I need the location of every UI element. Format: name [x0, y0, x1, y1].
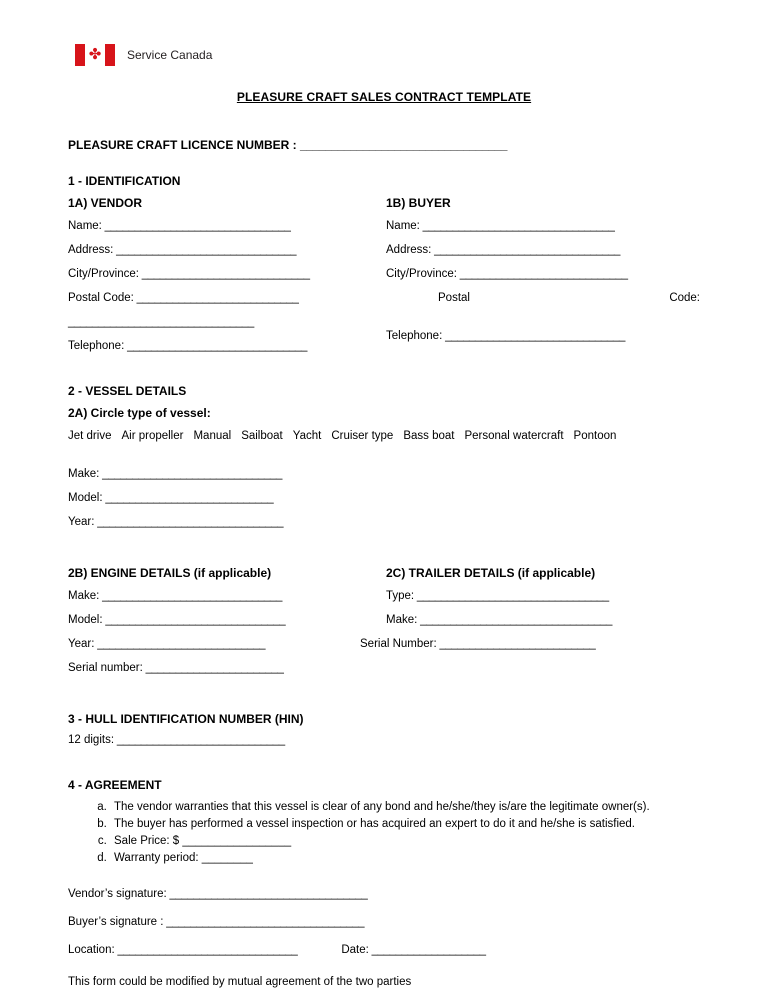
vendor-signature-label: Vendor’s signature:: [68, 888, 167, 900]
vessel-type-option[interactable]: Yacht: [292, 430, 322, 442]
vendor-telephone-rule[interactable]: ______________________________: [124, 340, 307, 352]
vessel-year-field: [68, 516, 700, 528]
section-gap-1: [68, 364, 700, 384]
hin-digits-field: [68, 734, 700, 746]
engine-model-rule[interactable]: ______________________________: [102, 614, 286, 626]
buyer-telephone-rule[interactable]: ______________________________: [442, 330, 625, 342]
buyer-address-rule[interactable]: _______________________________: [431, 244, 621, 256]
buyer-name-field: [386, 220, 700, 232]
engine-heading: 2B) ENGINE DETAILS (if applicable): [68, 566, 272, 580]
buyer-column: [386, 196, 700, 364]
engine-serial-rule[interactable]: _______________________: [142, 662, 284, 674]
licence-number-field: [68, 138, 700, 152]
engine-serial-field: [68, 662, 386, 674]
trailer-heading: 2C) TRAILER DETAILS (if applicable): [386, 566, 596, 580]
vendor-postal-field: [68, 292, 386, 304]
vendor-telephone-field: [68, 340, 386, 352]
vessel-type-option[interactable]: Air propeller: [121, 430, 184, 442]
list-item[interactable]: c. Sale Price: $ _________________: [110, 834, 700, 849]
list-item: a. The vendor warranties that this vessel is clear of any bond and he/she/they is/are the legitimate owner(s).: [110, 800, 700, 815]
section-2-heading: 2 - VESSEL DETAILS: [68, 384, 187, 398]
maple-leaf-icon: ✤: [88, 46, 102, 63]
header-logo-row: [68, 38, 700, 72]
vendor-name-field: [68, 220, 386, 232]
location-date-row: [68, 944, 700, 956]
vendor-column: [68, 196, 386, 364]
buyer-signature-label: Buyer’s signature :: [68, 916, 164, 928]
vessel-type-option[interactable]: Cruiser type: [331, 430, 394, 442]
section-gap-2: [68, 540, 700, 566]
location-label: Location:: [68, 944, 115, 956]
agreement-list: [68, 800, 700, 866]
buyer-telephone-field: [386, 330, 700, 342]
engine-model-label: Model:: [68, 614, 103, 626]
trailer-serial-label: Serial Number:: [360, 638, 437, 650]
vessel-type-option[interactable]: Sailboat: [241, 430, 283, 442]
vendor-heading: 1A) VENDOR: [68, 196, 143, 210]
buyer-signature-field: [68, 916, 700, 928]
vendor-city-rule[interactable]: ____________________________: [138, 268, 310, 280]
trailer-serial-rule[interactable]: __________________________: [436, 638, 596, 650]
hin-digits-rule[interactable]: ____________________________: [114, 734, 285, 746]
vendor-city-field: [68, 268, 386, 280]
vessel-year-rule[interactable]: _______________________________: [94, 516, 284, 528]
engine-year-field: [68, 638, 386, 650]
vendor-name-rule[interactable]: _______________________________: [101, 220, 291, 232]
vessel-type-option[interactable]: Bass boat: [403, 430, 455, 442]
trailer-column: [360, 566, 700, 686]
licence-number-rule[interactable]: _________________________________: [300, 138, 508, 152]
hin-digits-label: 12 digits:: [68, 734, 115, 746]
buyer-name-rule[interactable]: ________________________________: [419, 220, 615, 232]
vendor-signature-rule[interactable]: _________________________________: [166, 888, 368, 900]
list-item: b. The buyer has performed a vessel inspection or has acquired an expert to do it and he/she is satisfied.: [110, 817, 700, 832]
canada-flag-icon: [75, 44, 115, 66]
section-gap-3: [68, 686, 700, 712]
vessel-type-options: [68, 430, 700, 442]
vendor-postal-rule-second: [68, 316, 386, 328]
section-4-heading: 4 - AGREEMENT: [68, 778, 162, 792]
engine-make-label: Make:: [68, 590, 100, 602]
list-item[interactable]: d. Warranty period: ________: [110, 851, 700, 866]
buyer-name-label: Name:: [386, 220, 420, 232]
document-content: [68, 38, 700, 988]
vessel-type-heading: 2A) Circle type of vessel:: [68, 406, 211, 420]
trailer-make-label: Make:: [386, 614, 418, 626]
trailer-type-label: Type:: [386, 590, 415, 602]
vessel-type-option[interactable]: Jet drive: [68, 430, 112, 442]
vendor-postal-label: Postal Code:: [68, 292, 134, 304]
vendor-address-label: Address:: [68, 244, 114, 256]
engine-model-field: [68, 614, 386, 626]
vessel-model-field: [68, 492, 700, 504]
licence-number-label: PLEASURE CRAFT LICENCE NUMBER :: [68, 138, 301, 152]
section-3-heading: 3 - HULL IDENTIFICATION NUMBER (HIN): [68, 712, 304, 726]
vendor-signature-field: [68, 888, 700, 900]
date-rule[interactable]: ___________________: [368, 944, 486, 956]
vendor-name-label: Name:: [68, 220, 102, 232]
trailer-type-field: [386, 590, 700, 602]
vendor-postal-rule2[interactable]: _______________________________: [68, 316, 254, 328]
engine-column: [68, 566, 386, 686]
vessel-make-field: [68, 468, 700, 480]
buyer-signature-rule[interactable]: _________________________________: [163, 916, 365, 928]
vessel-make-label: Make:: [68, 468, 100, 480]
vendor-telephone-label: Telephone:: [68, 340, 125, 352]
location-rule[interactable]: ______________________________: [114, 944, 298, 956]
trailer-serial-field: [360, 638, 700, 650]
vendor-address-field: [68, 244, 386, 256]
page-title: PLEASURE CRAFT SALES CONTRACT TEMPLATE: [236, 90, 532, 104]
agreement-gap: [68, 868, 700, 888]
vessel-year-label: Year:: [68, 516, 95, 528]
flag-left-bar: [75, 44, 85, 66]
vessel-model-rule[interactable]: ____________________________: [102, 492, 274, 504]
engine-make-rule[interactable]: ______________________________: [99, 590, 282, 602]
vessel-type-option[interactable]: Pontoon: [573, 430, 617, 442]
flag-right-bar: [105, 44, 115, 66]
buyer-postal-field: [386, 292, 700, 304]
date-label: Date:: [341, 944, 369, 956]
buyer-address-field: [386, 244, 700, 256]
buyer-postal-code-label: Code:: [669, 292, 700, 304]
section-gap-4: [68, 758, 700, 778]
vessel-model-label: Model:: [68, 492, 103, 504]
vessel-type-option[interactable]: Personal watercraft: [464, 430, 564, 442]
trailer-type-rule[interactable]: ________________________________: [414, 590, 609, 602]
engine-year-label: Year:: [68, 638, 95, 650]
buyer-postal-label: Postal: [438, 292, 470, 304]
footer-note: This form could be modified by mutual agreement of the two parties: [68, 976, 412, 988]
buyer-city-label: City/Province:: [386, 268, 457, 280]
trailer-make-field: [386, 614, 700, 626]
vendor-postal-rule[interactable]: ___________________________: [133, 292, 299, 304]
vendor-city-label: City/Province:: [68, 268, 139, 280]
engine-make-field: [68, 590, 386, 602]
buyer-telephone-label: Telephone:: [386, 330, 443, 342]
buyer-city-field: [386, 268, 700, 280]
service-canada-wordmark: Service Canada: [127, 48, 213, 62]
engine-serial-label: Serial number:: [68, 662, 143, 674]
vessel-make-rule[interactable]: ______________________________: [99, 468, 282, 480]
trailer-make-rule[interactable]: ________________________________: [417, 614, 612, 626]
buyer-spacer: [386, 316, 700, 330]
buyer-heading: 1B) BUYER: [386, 196, 451, 210]
vessel-type-option[interactable]: Manual: [193, 430, 232, 442]
identification-columns: [68, 196, 700, 364]
vendor-address-rule[interactable]: ______________________________: [113, 244, 297, 256]
buyer-city-rule[interactable]: ____________________________: [456, 268, 628, 280]
engine-trailer-columns: [68, 566, 700, 686]
engine-year-rule[interactable]: ____________________________: [94, 638, 266, 650]
section-1-heading: 1 - IDENTIFICATION: [68, 174, 181, 188]
buyer-address-label: Address:: [386, 244, 432, 256]
